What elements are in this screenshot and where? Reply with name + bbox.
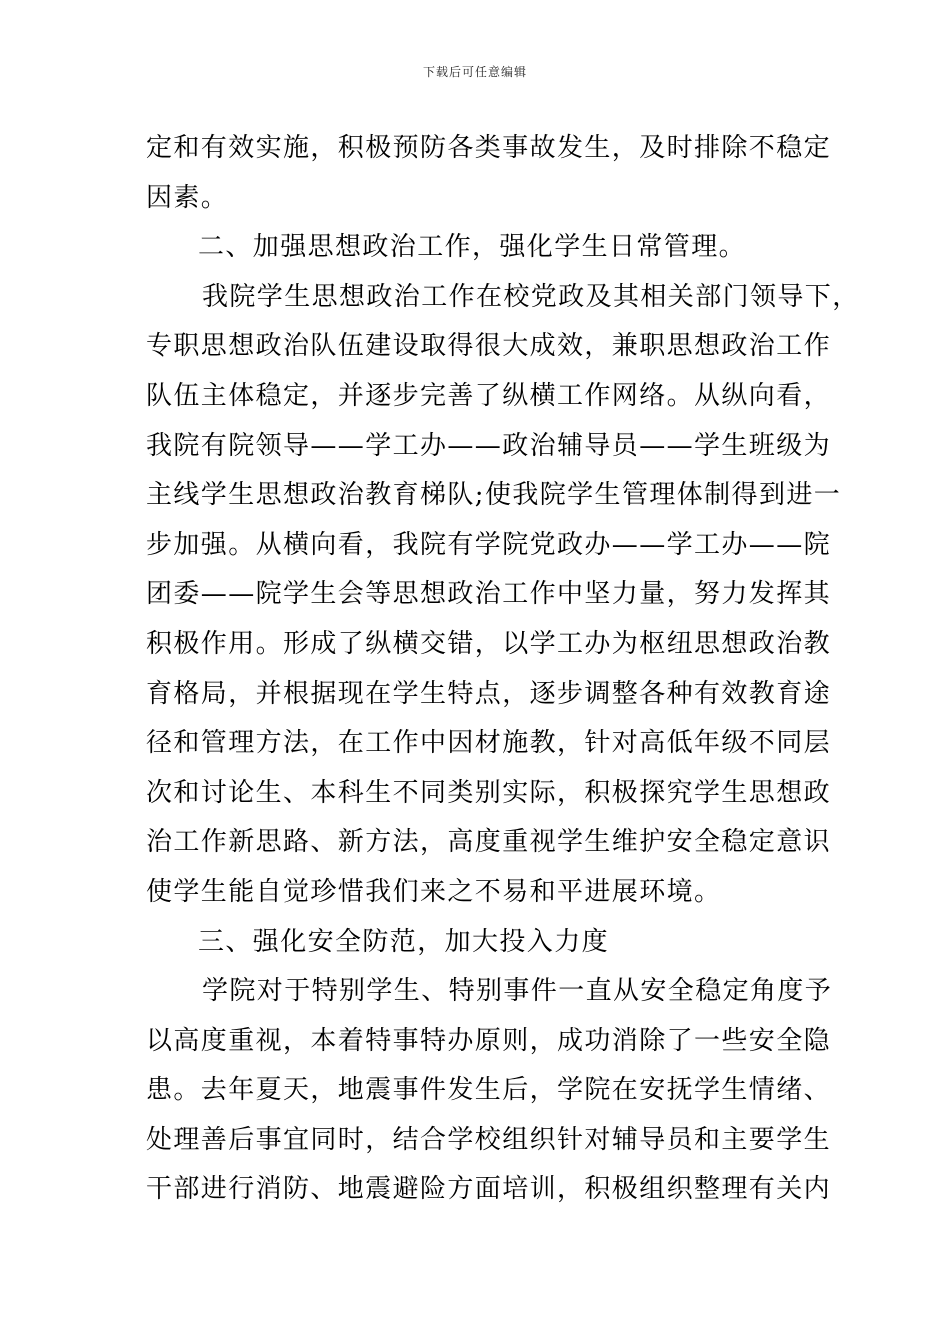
- text-line: 以高度重视，本着特事特办原则，成功消除了一些安全隐: [146, 1025, 832, 1056]
- paragraph-first-line: 我院学生思想政治工作在校党政及其相关部门领导下，: [202, 281, 860, 312]
- text-line: 定和有效实施，积极预防各类事故发生，及时排除不稳定: [146, 133, 832, 163]
- section-heading: 二、加强思想政治工作，强化学生日常管理。: [198, 232, 747, 263]
- text-line: 主线学生思想政治教育梯队;使我院学生管理体制得到进一: [146, 480, 842, 511]
- text-line: 干部进行消防、地震避险方面培训，积极组织整理有关内: [146, 1174, 832, 1205]
- text-line: 我院有院领导——学工办——政治辅导员——学生班级为: [146, 430, 832, 461]
- document-body: [146, 124, 860, 1215]
- text-line: 因素。: [146, 182, 229, 213]
- text-line: 次和讨论生、本科生不同类别实际，积极探究学生思想政: [146, 777, 832, 808]
- section-heading: 三、强化安全防范，加大投入力度: [198, 926, 610, 957]
- text-line: 队伍主体稳定，并逐步完善了纵横工作网络。从纵向看，: [146, 380, 832, 411]
- text-line: 专职思想政治队伍建设取得很大成效，兼职思想政治工作: [146, 331, 832, 362]
- text-line: 治工作新思路、新方法，高度重视学生维护安全稳定意识: [146, 827, 832, 858]
- paragraph-first-line: 学院对于特别学生、特别事件一直从安全稳定角度予: [202, 976, 833, 1007]
- text-line: 育格局，并根据现在学生特点，逐步调整各种有效教育途: [146, 678, 832, 709]
- text-line: 处理善后事宜同时，结合学校组织针对辅导员和主要学生: [146, 1124, 832, 1155]
- text-line: 径和管理方法，在工作中因材施教，针对高低年级不同层: [146, 728, 832, 759]
- text-line: 积极作用。形成了纵横交错，以学工办为枢纽思想政治教: [146, 628, 832, 659]
- text-line: 患。去年夏天，地震事件发生后，学院在安抚学生情绪、: [146, 1075, 832, 1106]
- text-line: 使学生能自觉珍惜我们来之不易和平进展环境。: [146, 876, 722, 907]
- text-line: 步加强。从横向看，我院有学院党政办——学工办——院: [146, 529, 832, 560]
- text-line: 团委——院学生会等思想政治工作中坚力量，努力发挥其: [146, 579, 832, 610]
- page-header: 下载后可任意编辑: [422, 65, 527, 79]
